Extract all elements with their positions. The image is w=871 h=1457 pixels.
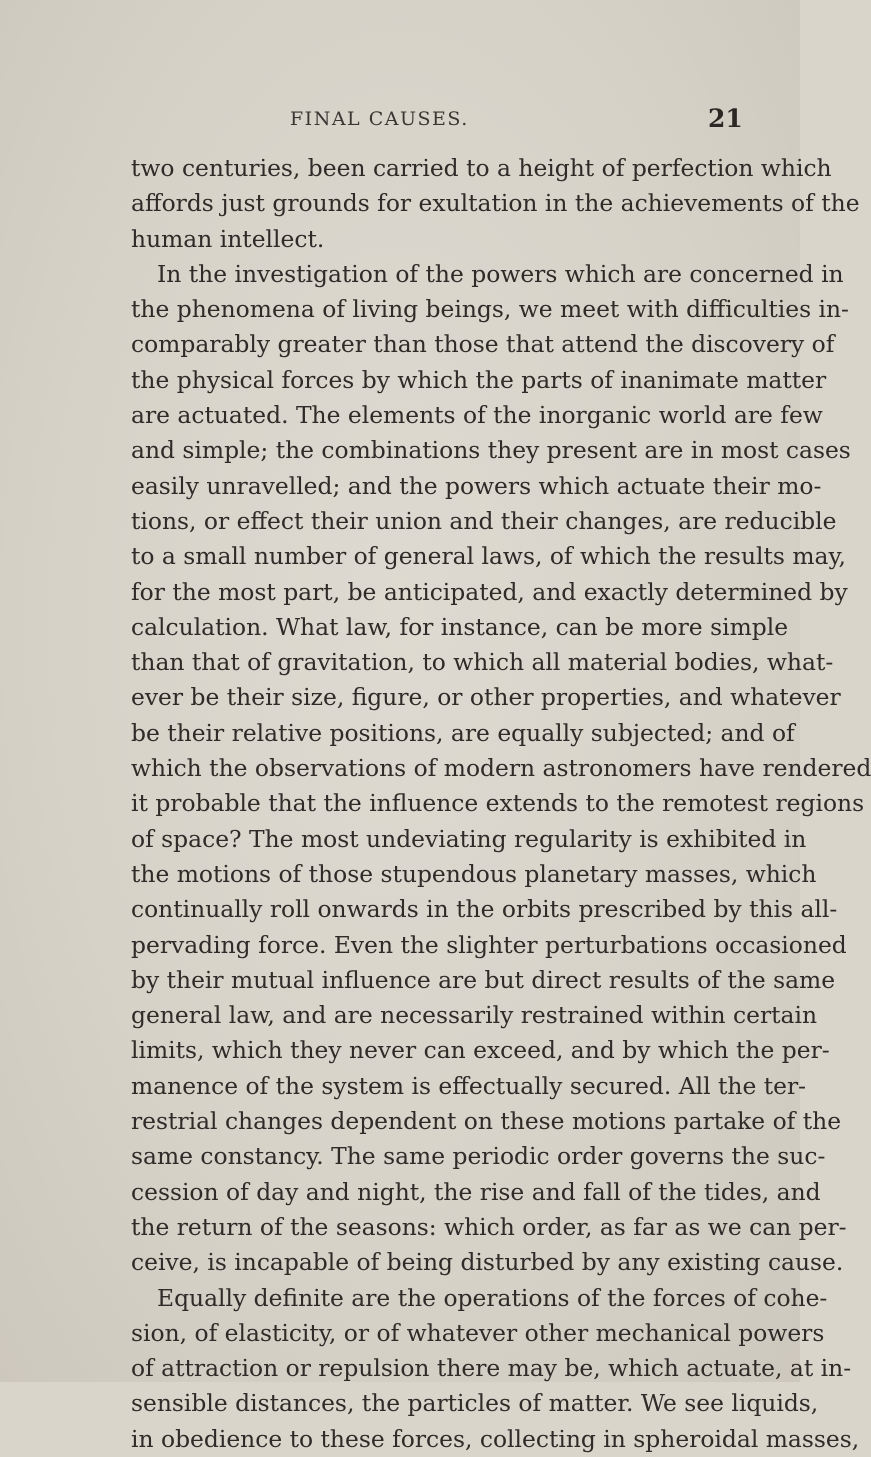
running-head: FINAL CAUSES. [290, 108, 469, 130]
text-line: the return of the seasons: which order, as far as we can per- [131, 1212, 847, 1241]
page-header [0, 104, 800, 142]
text-line: the physical forces by which the parts of inanimate matter [131, 365, 827, 394]
text-line: of attraction or repulsion there may be, which actuate, at in- [131, 1354, 852, 1383]
text-line: manence of the system is effectually secured. All the ter- [131, 1071, 807, 1100]
text-line: calculation. What law, for instance, can be more simple [131, 612, 789, 641]
text-line: which the observations of modern astronomers have rendered [131, 754, 871, 783]
text-line: affords just grounds for exultation in the achievements of the [131, 189, 860, 218]
text-line: continually roll onwards in the orbits prescribed by this all- [131, 895, 838, 924]
text-line: ceive, is incapable of being disturbed by any existing cause. [131, 1248, 844, 1277]
text-line: of space? The most undeviating regularity is exhibited in [131, 824, 807, 853]
text-line: limits, which they never can exceed, and by which the per- [131, 1036, 830, 1065]
text-line: are actuated. The elements of the inorganic world are few [131, 401, 823, 430]
text-line: tions, or effect their union and their changes, are reducible [131, 506, 837, 535]
text-line: two centuries, been carried to a height of perfection which [131, 154, 832, 182]
text-line: and simple; the combinations they present are in most cases [131, 436, 851, 465]
text-line: sion, of elasticity, or of whatever other mechanical powers [131, 1318, 825, 1347]
text-line: it probable that the influence extends to the remotest regions [131, 789, 865, 818]
page-number: 21 [708, 104, 743, 133]
text-line: for the most part, be anticipated, and exactly determined by [131, 577, 848, 606]
text-line: than that of gravitation, to which all material bodies, what- [131, 648, 834, 677]
text-line: In the investigation of the powers which are concerned in [157, 259, 844, 288]
text-line: cession of day and night, the rise and fall of the tides, and [131, 1177, 821, 1206]
text-line: ever be their size, figure, or other properties, and whatever [131, 683, 841, 712]
text-line: in obedience to these forces, collecting in spheroidal masses, [131, 1424, 860, 1453]
text-line: to a small number of general laws, of which the results may, [131, 542, 846, 571]
text-line: same constancy. The same periodic order governs the suc- [131, 1142, 826, 1171]
text-line: comparably greater than those that attend the discovery of [131, 330, 835, 359]
text-line: be their relative positions, are equally subjected; and of [131, 718, 795, 747]
text-line: the motions of those stupendous planetary masses, which [131, 859, 817, 888]
text-line: Equally definite are the operations of the forces of cohe- [157, 1283, 828, 1312]
text-line: general law, and are necessarily restrained within certain [131, 1001, 818, 1030]
text-line: sensible distances, the particles of matter. We see liquids, [131, 1389, 819, 1418]
text-line: easily unravelled; and the powers which actuate their mo- [131, 471, 822, 500]
text-line: human intellect. [131, 224, 325, 253]
text-line: by their mutual influence are but direct results of the same [131, 965, 836, 994]
text-line: the phenomena of living beings, we meet with difficulties in- [131, 295, 849, 324]
body-text [131, 151, 871, 1457]
text-line: restrial changes dependent on these motions partake of the [131, 1107, 842, 1136]
text-line: pervading force. Even the slighter perturbations occasioned [131, 930, 847, 959]
